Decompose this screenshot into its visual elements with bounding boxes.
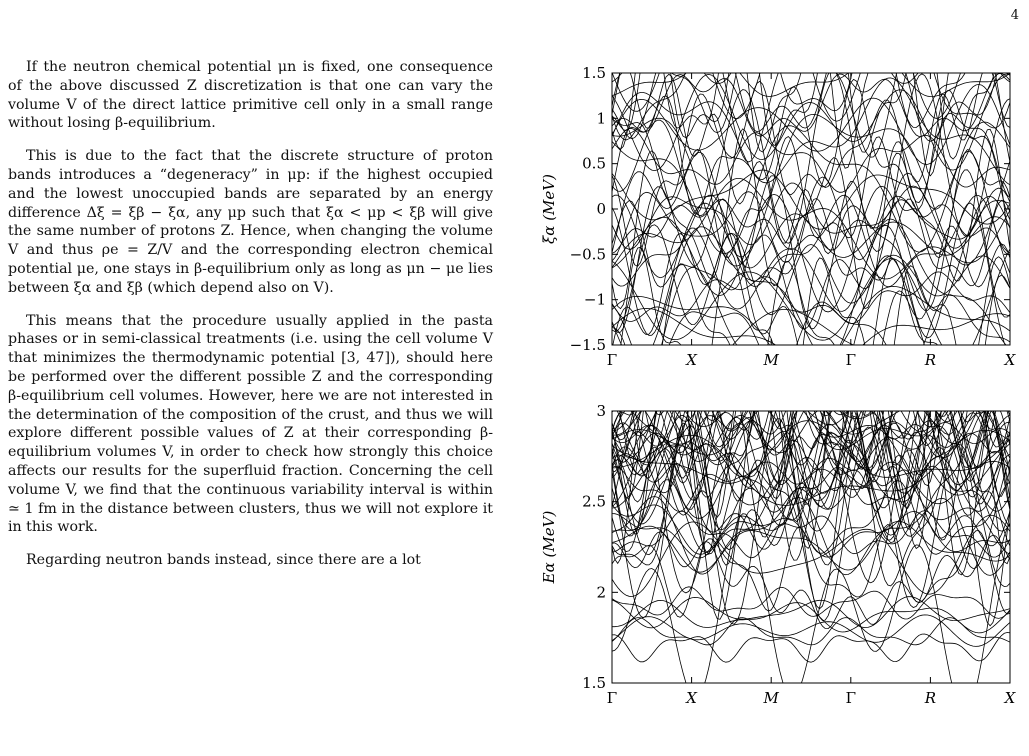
y-tick-label: 1.5	[582, 674, 606, 692]
band-line	[612, 257, 1010, 409]
y-axis-label: ξα (MeV)	[540, 174, 558, 244]
page-number: 4	[1010, 8, 1019, 23]
y-tick-label: 3	[596, 402, 606, 420]
paragraph-3: This means that the procedure usually applied in the pasta phases or in semi-classical treatments (i.e. using the cell volume V that minimizes the thermodynamic potential [3, 47]), should here be performed over the different possible Z and the corresponding β-equilibrium cell volumes. However, here we are not interested in the determination of the composition of the crust, and thus we will explore different possible values of Z at their corresponding β-equilibrium volumes V, in order to check how strongly this choice affects our results for the superfluid fraction. Concerning the cell volume V, we find that the continuous variability interval is within ≃ 1 fm in the distance between clusters, thus we will not explore it in this work.	[8, 312, 493, 536]
band-structure-svg	[520, 58, 1025, 748]
band-line	[612, 615, 1010, 647]
band-line	[612, 524, 1010, 617]
x-tick-label: R	[924, 689, 937, 707]
body-text	[8, 58, 493, 584]
band-line	[612, 183, 1010, 249]
panel-1	[540, 58, 1017, 438]
x-tick-label: Γ	[845, 351, 857, 369]
band-line	[612, 170, 1010, 333]
y-tick-label: 2.5	[582, 492, 606, 511]
band-structure-figure	[520, 58, 1025, 748]
band-line	[612, 58, 1010, 176]
x-tick-label: Γ	[606, 351, 618, 369]
x-tick-label: M	[763, 689, 779, 707]
band-line	[612, 521, 1010, 572]
paragraph-2: This is due to the fact that the discrete structure of proton bands introduces a “degeneracy” in μp: if the highest occupied and the lowest unoccupied bands are separated by an energy difference Δξ = ξβ − ξα, any μp such that ξα < μp < ξβ will give the same number of protons Z. Hence, when changing the volume V and thus ρe = Z/V and the corresponding electron chemical potential μe, one stays in β-equilibrium only as long as μn − μe lies between ξα and ξβ (which depend also on V).	[8, 148, 493, 296]
y-tick-label: 2	[596, 583, 606, 602]
paragraph-1: If the neutron chemical potential μn is fixed, one consequence of the above discussed Z discretization is that one can vary the volume V of the direct lattice primitive cell only in a small range without losing β-equilibrium.	[8, 59, 493, 132]
y-tick-label: 0	[596, 200, 606, 218]
y-axis-label: Eα (MeV)	[540, 510, 558, 584]
panel-2	[540, 312, 1017, 714]
bands-group	[612, 58, 1010, 438]
paragraph-4: Regarding neutron bands instead, since there are a lot	[26, 552, 421, 569]
x-tick-label: X	[1004, 689, 1016, 707]
x-tick-label: Γ	[606, 689, 618, 707]
x-tick-label: M	[763, 351, 779, 369]
band-line	[612, 256, 1010, 438]
x-tick-label: X	[686, 351, 697, 369]
x-tick-label: X	[686, 689, 697, 707]
y-tick-label: 1	[596, 109, 606, 128]
band-line	[612, 226, 1010, 404]
y-tick-label: 1.5	[582, 64, 606, 82]
y-tick-label: 0.5	[582, 154, 606, 173]
band-line	[612, 272, 1010, 324]
x-tick-label: R	[924, 351, 937, 369]
y-tick-label: −0.5	[569, 245, 606, 264]
x-tick-label: Γ	[845, 689, 857, 707]
y-tick-label: −1	[583, 290, 606, 309]
bands-group	[612, 312, 1010, 714]
x-tick-label: X	[1004, 351, 1016, 369]
band-line	[612, 286, 1010, 378]
y-tick-label: −1.5	[569, 336, 606, 354]
